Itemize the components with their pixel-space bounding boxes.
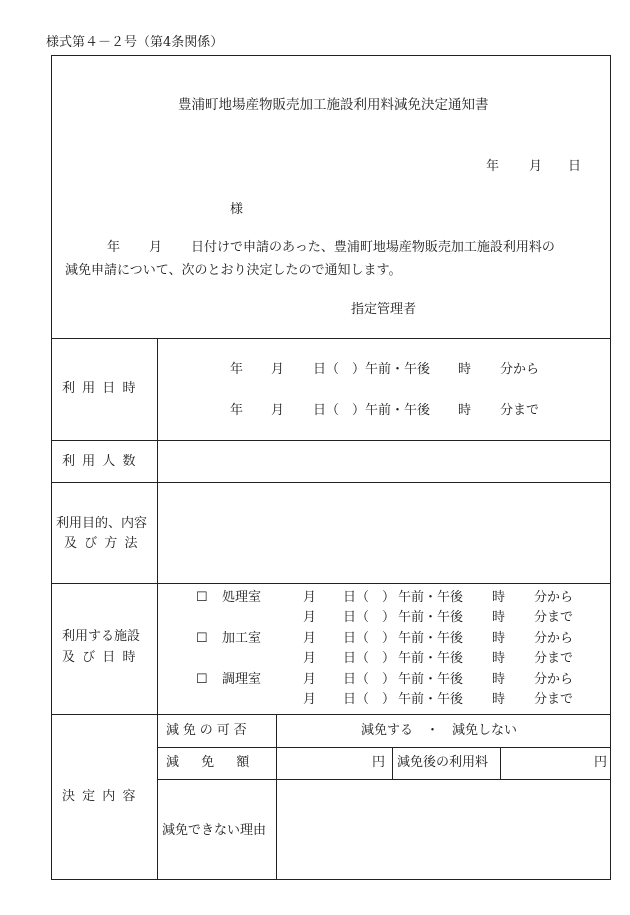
facility-hour: 時 [492, 610, 506, 625]
facility-suffix: 分まで [534, 692, 574, 707]
facility-ampm: 午前・午後 [398, 590, 464, 605]
facility-name: 加工室 [222, 631, 262, 646]
facility-suffix: 分から [534, 590, 574, 605]
facility-suffix: 分から [534, 631, 574, 646]
after-fee-label: 減免後の利用料 [397, 755, 489, 770]
body-line1: 日付けで申請のあった、豊浦町地場産物販売加工施設利用料の [191, 240, 555, 255]
usage-year: 年 [230, 403, 244, 418]
facility-suffix: 分まで [534, 610, 574, 625]
purpose-label-line2: 及び方法 [64, 536, 145, 551]
usage-day: 日（ ） [313, 362, 366, 377]
facilities-label-line2: 及び日時 [62, 650, 143, 665]
usage-hour: 時 [458, 403, 472, 418]
facility-suffix: 分から [534, 672, 574, 687]
amount-label: 減免額 [166, 755, 272, 770]
decision-label: 決定内容 [62, 789, 143, 804]
facility-month: 月 [303, 651, 317, 666]
facility-hour: 時 [492, 651, 506, 666]
facility-suffix: 分まで [534, 651, 574, 666]
usage-suffix: 分まで [500, 403, 540, 418]
usage-hour: 時 [458, 362, 472, 377]
addressee-honorific: 様 [230, 202, 244, 217]
facility-ampm: 午前・午後 [398, 610, 464, 625]
after-fee-divider [500, 747, 501, 779]
row-divider [157, 747, 611, 748]
facility-ampm: 午前・午後 [398, 672, 464, 687]
facility-month: 月 [303, 610, 317, 625]
purpose-label-line1: 利用目的、内容 [56, 516, 148, 531]
facility-day: 日（ ） [343, 672, 396, 687]
facility-month: 月 [303, 672, 317, 687]
usage-ampm: 午前・午後 [365, 362, 431, 377]
after-fee-yen: 円 [594, 755, 608, 770]
usage-datetime-label: 利用日時 [62, 381, 143, 396]
facility-ampm: 午前・午後 [398, 692, 464, 707]
issuer-label: 指定管理者 [351, 302, 417, 317]
date-year: 年 [486, 159, 500, 174]
facility-month: 月 [303, 692, 317, 707]
row-divider [51, 714, 611, 715]
facility-name: 調理室 [222, 672, 262, 687]
amount-divider [392, 747, 393, 779]
body-line2: 減免申請について、次のとおり決定したので通知します。 [65, 263, 402, 278]
facility-day: 日（ ） [343, 651, 396, 666]
reason-label: 減免できない理由 [162, 823, 267, 838]
facility-month: 月 [303, 631, 317, 646]
form-number: 様式第４－２号（第4条関係） [46, 35, 224, 50]
approval-label: 減免の可否 [166, 723, 251, 738]
sublabel-column-divider [276, 714, 277, 880]
row-divider [51, 583, 611, 584]
usage-ampm: 午前・午後 [365, 403, 431, 418]
date-day: 日 [568, 159, 582, 174]
row-divider [157, 779, 611, 780]
facility-hour: 時 [492, 692, 506, 707]
headcount-label: 利用人数 [62, 454, 143, 469]
body-month: 月 [149, 240, 163, 255]
facility-name: 処理室 [222, 590, 262, 605]
checkbox-icon[interactable]: ☐ [196, 631, 208, 646]
facility-hour: 時 [492, 590, 506, 605]
usage-month: 月 [271, 362, 285, 377]
approval-options[interactable]: 減免する ・ 減免しない [361, 723, 518, 738]
facility-day: 日（ ） [343, 590, 396, 605]
amount-yen: 円 [372, 755, 386, 770]
checkbox-icon[interactable]: ☐ [196, 590, 208, 605]
row-divider [51, 338, 611, 339]
usage-year: 年 [230, 362, 244, 377]
usage-day: 日（ ） [313, 403, 366, 418]
facility-hour: 時 [492, 631, 506, 646]
facility-ampm: 午前・午後 [398, 651, 464, 666]
label-column-divider [157, 338, 158, 880]
facility-day: 日（ ） [343, 631, 396, 646]
row-divider [51, 440, 611, 441]
notice-title: 豊浦町地場産物販売加工施設利用料減免決定通知書 [178, 97, 489, 113]
facility-day: 日（ ） [343, 692, 396, 707]
facilities-label-line1: 利用する施設 [62, 629, 141, 644]
checkbox-icon[interactable]: ☐ [196, 672, 208, 687]
row-divider [51, 482, 611, 483]
body-year: 年 [107, 240, 121, 255]
usage-suffix: 分から [500, 362, 540, 377]
facility-ampm: 午前・午後 [398, 631, 464, 646]
facility-hour: 時 [492, 672, 506, 687]
facility-month: 月 [303, 590, 317, 605]
date-month: 月 [529, 159, 543, 174]
facility-day: 日（ ） [343, 610, 396, 625]
usage-month: 月 [271, 403, 285, 418]
